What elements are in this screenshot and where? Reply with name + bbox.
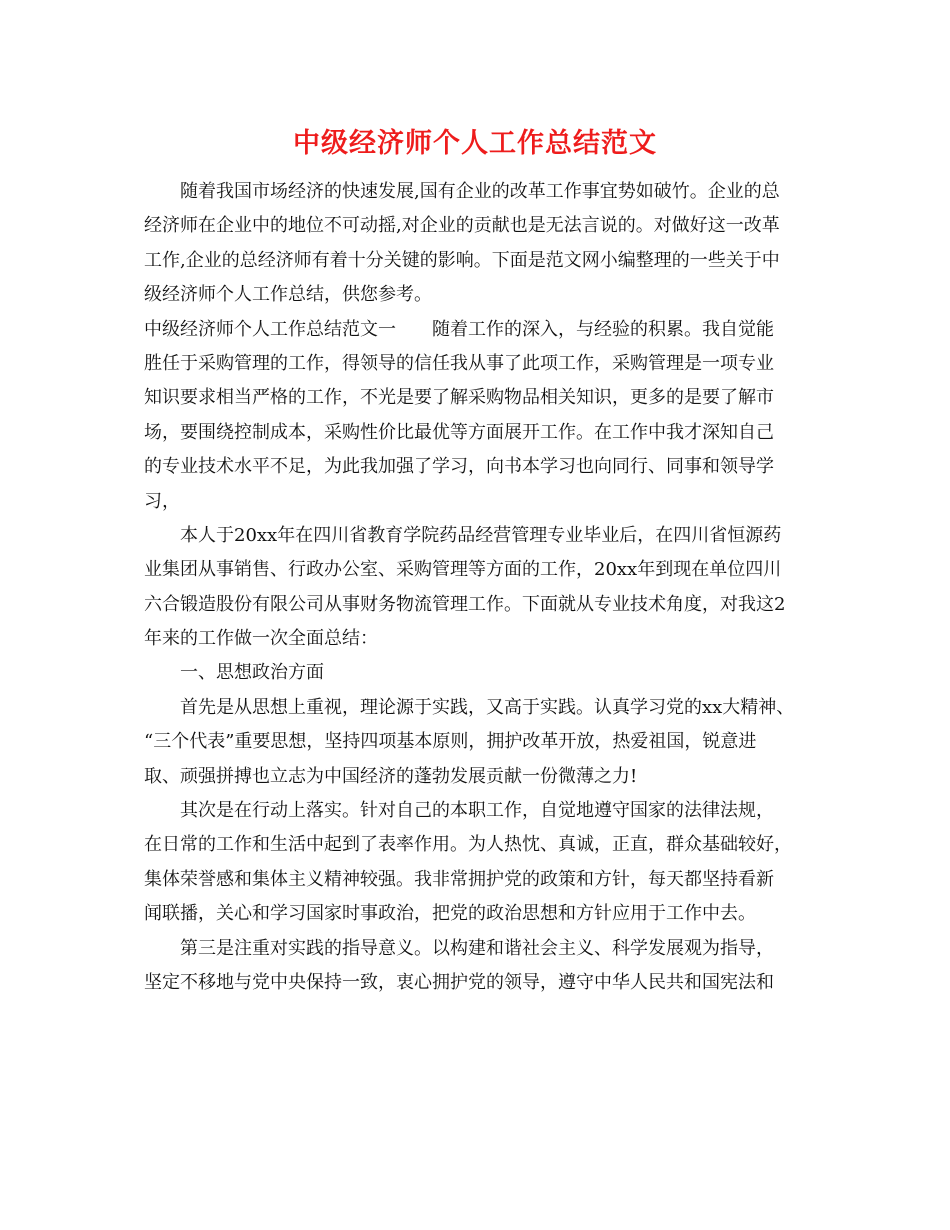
document-line: 习， [144,490,180,512]
document-line: 闻联播，关心和学习国家时事政治，把党的政治思想和方针应用于工作中去。 [144,903,756,925]
document-line: 工作,企业的总经济师有着十分关键的影响。下面是范文网小编整理的一些关于中 [144,249,780,271]
document-line: 的专业技术水平不足，为此我加强了学习，向书本学习也向同行、同事和领导学 [144,456,774,478]
document-line: 第三是注重对实践的指导意义。以构建和谐社会主义、科学发展观为指导， [180,937,774,959]
document-line: “三个代表”重要思想，坚持四项基本原则，拥护改革开放，热爱祖国，锐意进 [144,731,757,753]
document-line: 场，要围绕控制成本，采购性价比最优等方面展开工作。在工作中我才深知自己 [144,421,774,443]
document-line: 集体荣誉感和集体主义精神较强。我非常拥护党的政策和方针，每天都坚持看新 [144,868,774,890]
document-line: 取、顽强拼搏也立志为中国经济的蓬勃发展贡献一份微薄之力! [144,765,638,787]
document-line: 中级经济师个人工作总结范文一 随着工作的深入，与经验的积累。我自觉能 [144,318,774,340]
document-body [144,175,814,1000]
document-line: 六合锻造股份有限公司从事财务物流管理工作。下面就从专业技术角度，对我这2 [144,593,786,615]
document-line: 知识要求相当严格的工作，不光是要了解采购物品相关知识，更多的是要了解市 [144,387,774,409]
document-line: 业集团从事销售、行政办公室、采购管理等方面的工作，20xx年到现在单位四川 [144,559,782,581]
document-line: 级经济师个人工作总结，供您参考。 [144,284,432,306]
document-line: 其次是在行动上落实。针对自己的本职工作，自觉地遵守国家的法律法规， [180,800,774,822]
document-line: 本人于20xx年在四川省教育学院药品经营管理专业毕业后，在四川省恒源药 [180,524,782,546]
document-line: 年来的工作做一次全面总结： [144,628,378,650]
document-line: 胜任于采购管理的工作，得领导的信任我从事了此项工作，采购管理是一项专业 [144,352,774,374]
document-line: 经济师在企业中的地位不可动摇,对企业的贡献也是无法言说的。对做好这一改革 [144,215,780,237]
document-line: 随着我国市场经济的快速发展,国有企业的改革工作事宜势如破竹。企业的总 [180,181,780,202]
document-line: 首先是从思想上重视，理论源于实践，又高于实践。认真学习党的xx大精神、 [180,696,795,718]
document-line: 在日常的工作和生活中起到了表率作用。为人热忱、真诚，正直，群众基础较好， [144,834,792,856]
document-line: 一、思想政治方面 [180,662,324,684]
document-title: 中级经济师个人工作总结范文 [293,128,657,159]
document-line: 坚定不移地与党中央保持一致，衷心拥护党的领导，遵守中华人民共和国宪法和 [144,971,774,993]
